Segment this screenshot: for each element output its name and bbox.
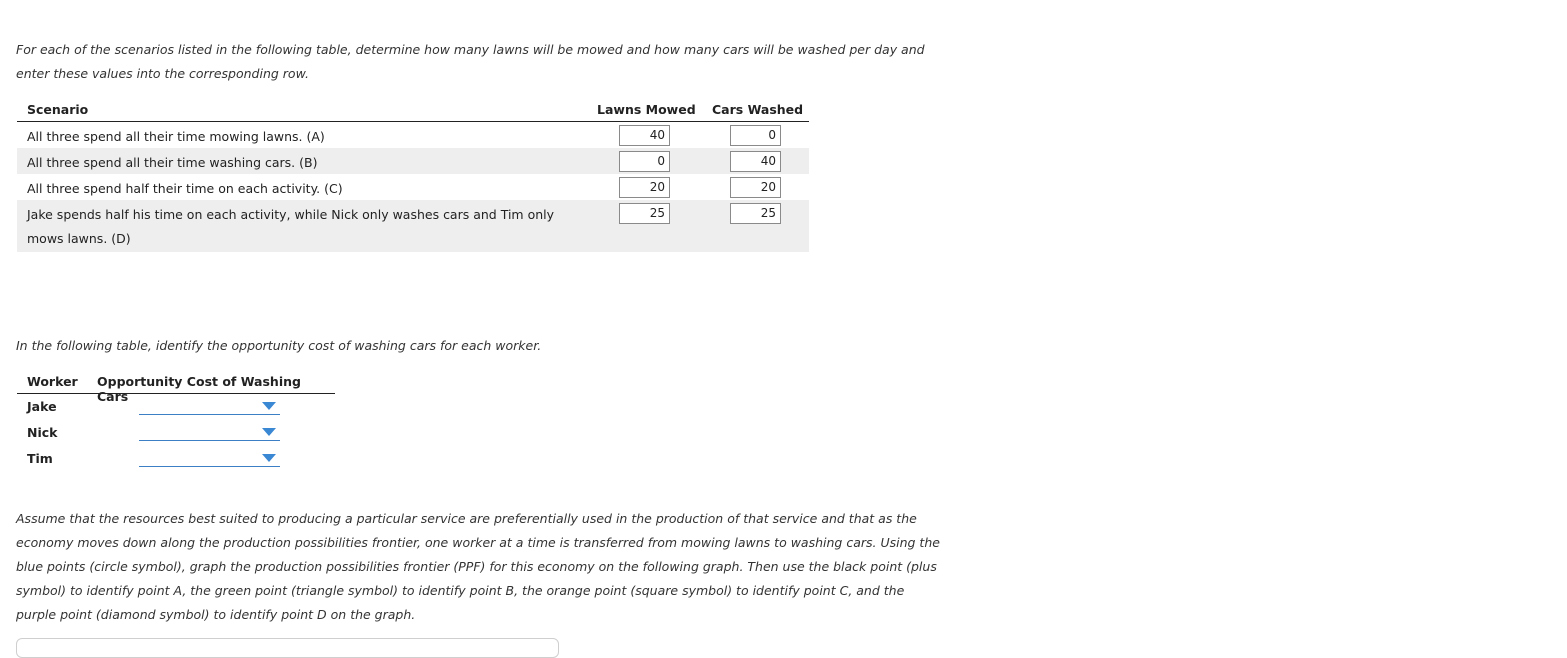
opportunity-table-header bbox=[17, 370, 335, 404]
table-row bbox=[17, 200, 809, 252]
worker-name: Tim bbox=[27, 451, 53, 466]
header-worker: Worker bbox=[27, 374, 78, 389]
lawns-mowed-input[interactable]: 25 bbox=[619, 203, 670, 224]
cars-washed-input[interactable]: 40 bbox=[730, 151, 781, 172]
cars-washed-input[interactable]: 25 bbox=[730, 203, 781, 224]
lawns-mowed-input[interactable]: 40 bbox=[619, 125, 670, 146]
cars-washed-input[interactable]: 20 bbox=[730, 177, 781, 198]
table-row bbox=[17, 174, 809, 200]
chevron-down-icon bbox=[262, 402, 276, 410]
ppf-instruction: Assume that the resources best suited to producing a particular service are preferentially used in the production of that service and that as the economy moves down along the production possibilities frontier, one worker at a time is transferred from mowing lawns to washing cars. Using the blue points (circle symbol), graph the production possibilities frontier (PPF) for this economy on the following graph. Then use the black point (plus symbol) to identify point A, the green point (triangle symbol) to identify point B, the orange point (square symbol) to identify point C, and the purple point (diamond symbol) to identify point D on the graph. bbox=[16, 511, 940, 622]
scenario-label: All three spend all their time washing cars. (B) bbox=[27, 155, 318, 170]
opportunity-cost-dropdown-tim[interactable] bbox=[139, 451, 280, 467]
table-row bbox=[17, 446, 335, 472]
scenario-label: Jake spends half his time on each activity, while Nick only washes cars and Tim only mows lawns. (D) bbox=[27, 207, 555, 246]
header-cars-washed: Cars Washed bbox=[712, 102, 804, 117]
lawns-mowed-input[interactable]: 0 bbox=[619, 151, 670, 172]
opportunity-cost-dropdown-nick[interactable] bbox=[139, 425, 280, 441]
worker-name: Nick bbox=[27, 425, 58, 440]
table-row bbox=[17, 148, 809, 174]
scenario-table-header bbox=[17, 97, 809, 122]
ppf-graph-container[interactable] bbox=[16, 638, 559, 658]
scenario-label: All three spend half their time on each activity. (C) bbox=[27, 181, 343, 196]
header-opportunity-cost: Opportunity Cost of Washing Cars bbox=[97, 374, 301, 404]
worker-name: Jake bbox=[27, 399, 57, 414]
chevron-down-icon bbox=[262, 454, 276, 462]
table-row bbox=[17, 420, 335, 446]
table-row bbox=[17, 122, 809, 148]
header-lawns-mowed: Lawns Mowed bbox=[597, 102, 696, 117]
header-scenario: Scenario bbox=[27, 102, 89, 117]
opportunity-cost-table bbox=[17, 370, 335, 472]
chevron-down-icon bbox=[262, 428, 276, 436]
opportunity-instruction: In the following table, identify the opportunity cost of washing cars for each worker. bbox=[16, 338, 542, 353]
scenario-table bbox=[17, 97, 809, 252]
table-row bbox=[17, 394, 335, 420]
lawns-mowed-input[interactable]: 20 bbox=[619, 177, 670, 198]
opportunity-cost-dropdown-jake[interactable] bbox=[139, 399, 280, 415]
scenarios-instruction: For each of the scenarios listed in the following table, determine how many lawns will be mowed and how many cars will be washed per day and enter these values into the corresponding row. bbox=[16, 42, 925, 81]
scenario-label: All three spend all their time mowing lawns. (A) bbox=[27, 129, 325, 144]
cars-washed-input[interactable]: 0 bbox=[730, 125, 781, 146]
